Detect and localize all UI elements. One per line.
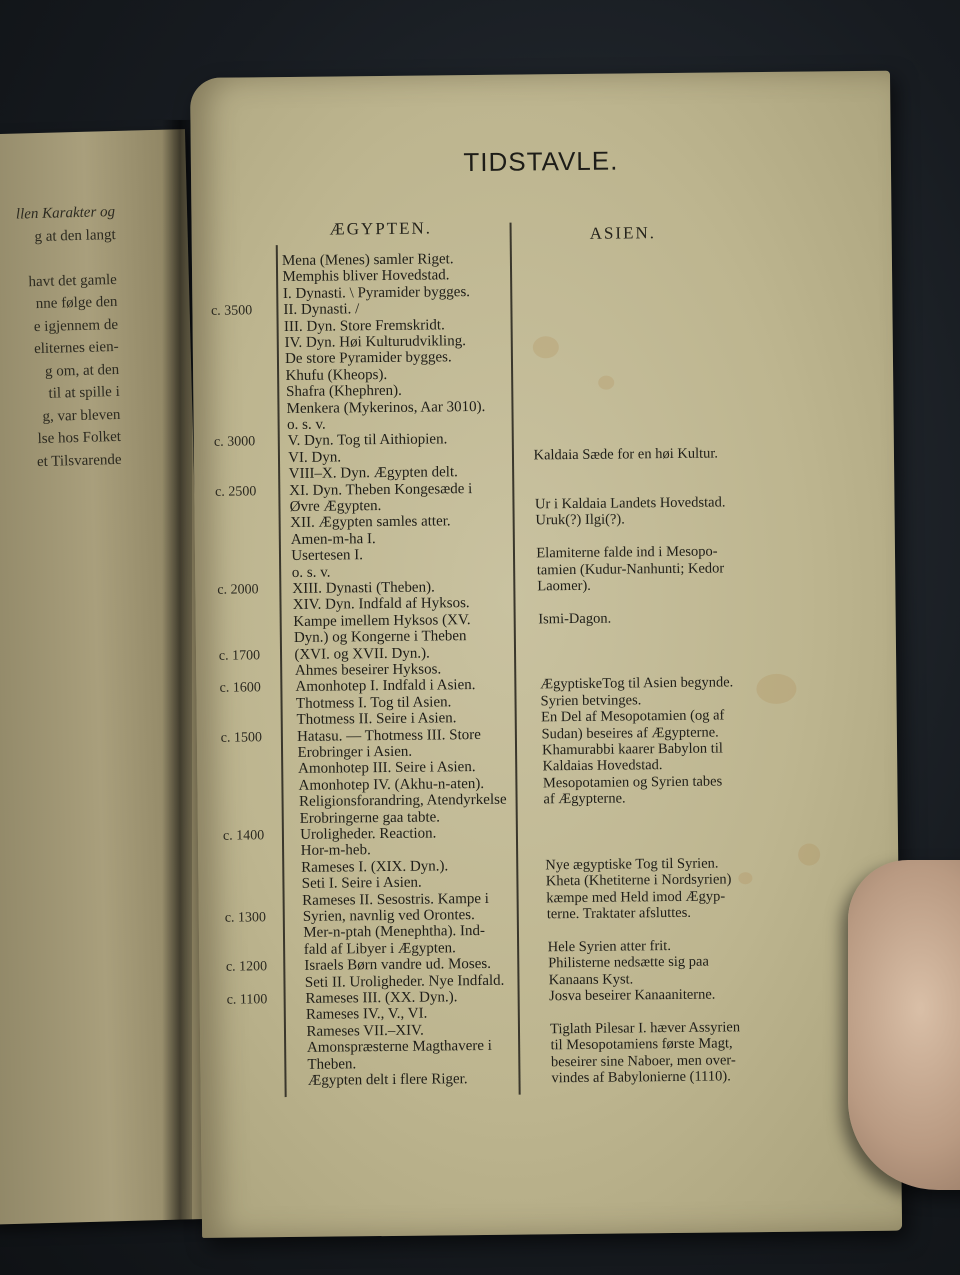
egypt-entry: (XVI. og XVII. Dyn.). <box>294 645 430 663</box>
egypt-entry: V. Dyn. Tog til Aithiopien. <box>287 431 448 450</box>
egypt-entry: Shafra (Khephren). <box>286 382 402 401</box>
egypt-entry: Seti I. Seire i Asien. <box>301 874 422 893</box>
egypt-entry: Amonhotep I. Indfald i Asien. <box>295 677 476 696</box>
egypt-entry: Mer-n-ptah (Menephtha). Ind- <box>303 923 486 942</box>
egypt-entry: Amonhotep III. Seire i Asien. <box>298 759 476 778</box>
egypt-entry: Thotmess II. Seire i Asien. <box>296 710 457 729</box>
left-page-line <box>17 246 117 271</box>
thumb <box>848 860 960 1190</box>
egypt-entry: IV. Dyn. Høi Kulturudvikling. <box>284 333 467 352</box>
asia-entry: Mesopotamien og Syrien tabes <box>542 773 723 792</box>
left-page-text <box>16 201 122 474</box>
egypt-entry: Thotmess I. Tog til Asien. <box>295 694 452 712</box>
egypt-entry: Kampe imellem Hyksos (XV. <box>293 611 471 630</box>
egypt-entry: Rameses II. Sesostris. Kampe i <box>302 890 489 909</box>
date-label: c. 1600 <box>219 680 261 697</box>
asia-entry: En Del af Mesopotamien (og af <box>541 707 725 726</box>
right-page <box>190 71 902 1238</box>
foxing-stain <box>533 336 559 358</box>
egypt-entry: II. Dynasti. / <box>283 301 360 319</box>
egypt-entry: Rameses VII.–XIV. <box>306 1022 424 1040</box>
egypt-entry: Rameses IV., V., VI. <box>305 1005 428 1024</box>
egypt-entry: Religionsforandring, Atendyrkelse <box>299 791 507 811</box>
egypt-entry: XI. Dyn. Theben Kongesæde i <box>289 480 473 499</box>
egypt-entry: XIII. Dynasti (Theben). <box>292 579 435 597</box>
asia-entry: Uruk(?) Ilgi(?). <box>535 511 625 529</box>
date-label: c. 1500 <box>220 729 263 746</box>
left-page-line: nne følge den <box>35 293 118 313</box>
egypt-entry: Dyn.) og Kongerne i Theben <box>293 628 467 647</box>
egypt-entry: XIV. Dyn. Indfald af Hyksos. <box>292 595 470 614</box>
date-label: c. 3500 <box>210 303 253 319</box>
left-page-line: g at den langt <box>34 226 116 245</box>
egypt-entry: Hor-m-heb. <box>300 842 371 860</box>
date-label: c. 2500 <box>215 483 257 500</box>
date-label: c. 3000 <box>213 434 256 451</box>
egypt-entry: Uroligheder. Reaction. <box>300 825 437 843</box>
egypt-entry: Erobringer i Asien. <box>297 743 413 761</box>
page-title: TIDSTAVLE. <box>463 145 619 178</box>
egypt-entry: Menkera (Mykerinos, Aar 3010). <box>286 398 486 417</box>
date-label: c. 1400 <box>222 828 265 844</box>
asia-entry: terne. Traktater afsluttes. <box>546 904 692 923</box>
date-label: c. 1300 <box>224 910 267 926</box>
egypt-entry: Amonspræsterne Magthavere i <box>306 1038 492 1057</box>
asia-entry: Tiglath Pilesar I. hæver Assyrien <box>549 1019 741 1038</box>
column-header-asia: ASIEN. <box>589 223 657 243</box>
asia-entry: Kheta (Khetiterne i Nordsyrien) <box>545 871 732 890</box>
asia-entry: Ur i Kaldaia Landets Hovedstad. <box>534 494 726 513</box>
egypt-entry: Khufu (Kheops). <box>285 366 388 384</box>
egypt-entry: De store Pyramider bygges. <box>284 349 452 368</box>
asia-entry: Ismi-Dagon. <box>538 610 612 628</box>
asia-entry: Kaldaias Hovedstad. <box>542 757 663 775</box>
egypt-entry: Theben. <box>307 1055 357 1073</box>
asia-entry: Kaldaia Sæde for en høi Kultur. <box>533 445 719 464</box>
egypt-entry: Amen-m-ha I. <box>290 530 376 548</box>
egypt-entry: VI. Dyn. <box>288 449 342 466</box>
egypt-entry: Øvre Ægypten. <box>289 498 382 515</box>
asia-entry: kæmpe med Held imod Ægyp- <box>546 888 726 906</box>
foxing-stain <box>756 674 796 704</box>
egypt-entry: Rameses I. (XIX. Dyn.). <box>301 858 449 876</box>
egypt-entry: o. s. v. <box>291 564 331 581</box>
asia-entry: ÆgyptiskeTog til Asien begynde. <box>540 674 734 693</box>
egypt-entry: Seti II. Uroligheder. Nye Indfald. <box>304 972 505 991</box>
left-page-line: lse hos Folket <box>37 428 122 448</box>
asia-entry: Khamurabbi kaarer Babylon til <box>541 740 723 759</box>
left-page-line: llen Karakter og <box>15 203 116 223</box>
egypt-entry: Mena (Menes) samler Riget. <box>281 251 454 270</box>
egypt-entry: I. Dynasti. \ Pyramider bygges. <box>282 283 471 302</box>
asia-entry: til Mesopotamiens første Magt, <box>550 1035 733 1054</box>
date-label: c. 2000 <box>217 582 259 598</box>
date-label: c. 1200 <box>225 959 268 975</box>
egypt-entry: Usertesen I. <box>291 547 364 565</box>
asia-entry: Nye ægyptiske Tog til Syrien. <box>545 855 719 874</box>
egypt-entry: VIII–X. Dyn. Ægypten delt. <box>288 464 458 483</box>
book-gutter <box>162 120 192 1220</box>
asia-entry: af Ægypterne. <box>543 790 626 808</box>
asia-entry: beseirer sine Naboer, men over- <box>550 1051 736 1070</box>
foxing-stain <box>598 376 614 390</box>
left-page-line: et Tilsvarende <box>36 451 122 470</box>
left-page-line: havt det gamle <box>28 271 118 290</box>
egypt-entry: Amonhotep IV. (Akhu-n-aten). <box>298 775 485 794</box>
asia-entry: vindes af Babylonierne (1110). <box>551 1068 731 1087</box>
left-page-line: g om, at den <box>44 361 120 380</box>
left-page-line: g, var bleven <box>42 406 121 425</box>
date-label: c. 1700 <box>218 647 261 664</box>
asia-entry: Elamiterne falde ind i Mesopo- <box>536 543 718 562</box>
egypt-entry: Erobringerne gaa tabte. <box>299 809 441 827</box>
egypt-entry: XII. Ægypten samles atter. <box>290 513 451 532</box>
column-header-egypt: ÆGYPTEN. <box>329 218 433 239</box>
egypt-entry: Ahmes beseirer Hyksos. <box>294 661 442 679</box>
egypt-entry: Ægypten delt i flere Riger. <box>307 1071 468 1089</box>
column-rule-middle <box>510 223 521 1095</box>
egypt-entry: Israels Børn vandre ud. Moses. <box>304 956 492 975</box>
egypt-entry: Memphis bliver Hovedstad. <box>282 267 450 286</box>
left-page-line: til at spille i <box>48 383 120 402</box>
asia-entry: Syrien betvinges. <box>540 692 642 710</box>
asia-entry: Sudan) beseires af Ægypterne. <box>541 724 719 742</box>
asia-entry: Kanaans Kyst. <box>548 971 634 988</box>
asia-entry: Josva beseirer Kanaaniterne. <box>549 986 716 1005</box>
left-page-line: eliternes eien- <box>33 338 119 358</box>
egypt-entry: Rameses III. (XX. Dyn.). <box>305 989 458 1007</box>
foxing-stain <box>798 843 820 865</box>
egypt-entry: fald af Libyer i Ægypten. <box>303 940 456 958</box>
left-page-line: e igjennem de <box>33 316 119 335</box>
asia-entry: tamien (Kudur-Nanhunti; Kedor <box>536 560 725 578</box>
asia-entry: Philisterne nedsætte sig paa <box>548 953 709 972</box>
egypt-entry: III. Dyn. Store Fremskridt. <box>283 316 445 335</box>
foxing-stain <box>738 872 752 884</box>
egypt-entry: Syrien, navnlig ved Orontes. <box>302 907 475 925</box>
asia-entry: Hele Syrien atter frit. <box>547 937 671 956</box>
date-label: c. 1100 <box>226 992 268 1008</box>
asia-entry: Laomer). <box>537 577 591 595</box>
egypt-entry: o. s. v. <box>287 416 326 434</box>
egypt-entry: Hatasu. — Thotmess III. Store <box>296 726 481 745</box>
